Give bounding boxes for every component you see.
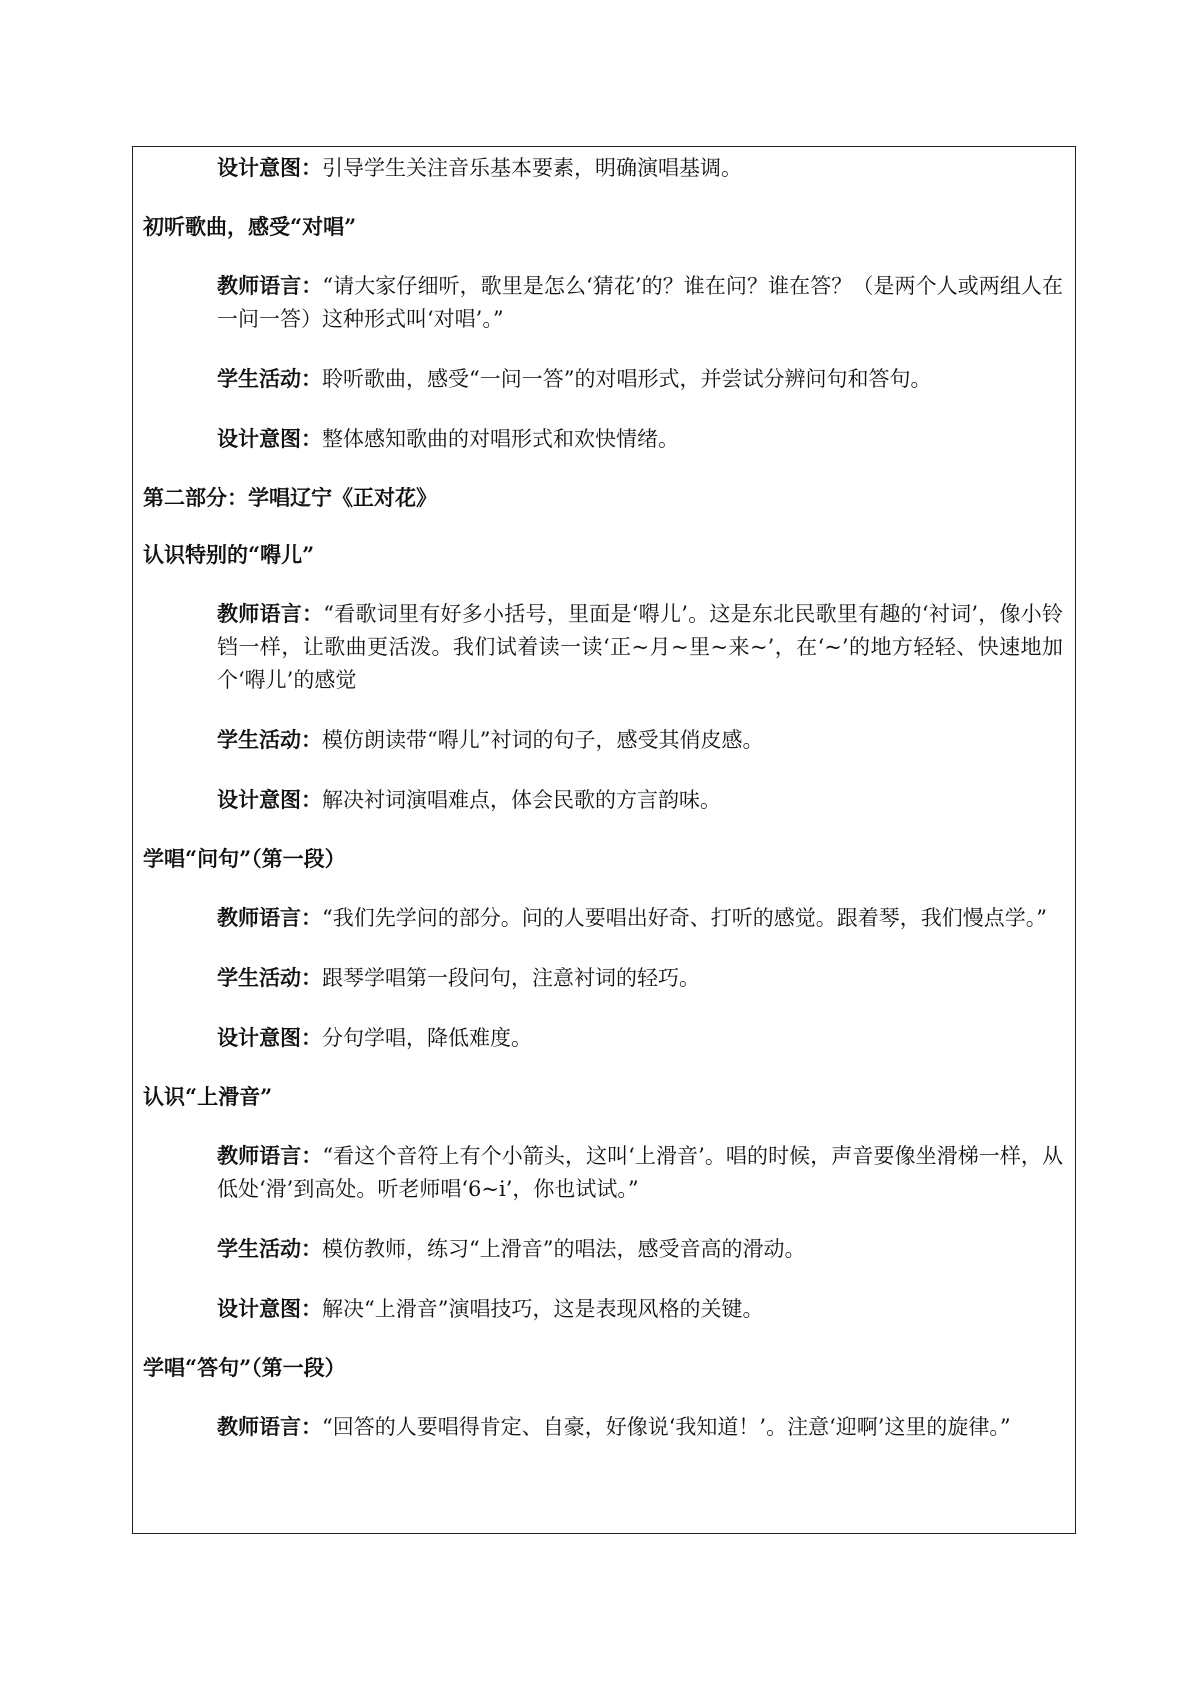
lesson-plan-content (133, 147, 1075, 1444)
lesson-plan-table-cell (132, 146, 1076, 1534)
part-heading: 第二部分：学唱辽宁《正对花》 (143, 485, 437, 510)
para-text: 引导学生关注音乐基本要素，明确演唱基调。 (322, 156, 742, 180)
para-text: 聆听歌曲，感受“一问一答”的对唱形式，并尝试分辨问句和答句。 (322, 367, 932, 391)
para-label: 教师语言： (217, 905, 322, 930)
para-label: 设计意图： (217, 1296, 322, 1321)
para-label: 学生活动： (217, 727, 322, 752)
section-heading: 认识“上滑音” (143, 1084, 273, 1109)
student-activity-para (143, 961, 1063, 995)
design-intent-para (143, 1021, 1063, 1055)
para-label: 教师语言： (217, 1414, 322, 1439)
para-text: 跟琴学唱第一段问句，注意衬词的轻巧。 (322, 966, 700, 990)
student-activity-para (143, 723, 1063, 757)
para-label: 设计意图： (217, 1025, 322, 1050)
para-label: 学生活动： (217, 366, 322, 391)
para-text: 整体感知歌曲的对唱形式和欢快情绪。 (322, 427, 679, 451)
para-label: 教师语言： (217, 1143, 323, 1168)
design-intent-para (143, 151, 1063, 185)
para-text: “看这个音符上有个小箭头，这叫‘上滑音’。唱的时候，声音要像坐滑梯一样，从低处‘滑’到高处。听老师唱‘6~i’，你也试试。” (217, 1144, 1063, 1201)
design-intent-para (143, 422, 1063, 456)
section-heading: 学唱“答句”（第一段） (143, 1355, 346, 1380)
para-text: 解决“上滑音”演唱技巧，这是表现风格的关键。 (322, 1297, 764, 1321)
para-label: 设计意图： (217, 426, 322, 451)
design-intent-para (143, 783, 1063, 817)
design-intent-para (143, 1292, 1063, 1326)
para-label: 教师语言： (217, 273, 323, 298)
teacher-language-para (143, 597, 1063, 697)
para-label: 教师语言： (217, 601, 324, 626)
para-label: 学生活动： (217, 965, 322, 990)
para-text: “请大家仔细听，歌里是怎么‘猜花’的？谁在问？谁在答？（是两个人或两组人在一问一答）这种形式叫‘对唱’。” (217, 274, 1063, 331)
section-heading: 认识特别的“嘚儿” (143, 542, 315, 567)
para-label: 设计意图： (217, 155, 322, 180)
section-heading: 初听歌曲，感受“对唱” (143, 214, 357, 239)
student-activity-para (143, 1232, 1063, 1266)
para-text: “我们先学问的部分。问的人要唱出好奇、打听的感觉。跟着琴，我们慢点学。” (322, 906, 1047, 930)
para-text: 解决衬词演唱难点，体会民歌的方言韵味。 (322, 788, 721, 812)
para-text: 模仿教师，练习“上滑音”的唱法，感受音高的滑动。 (322, 1237, 806, 1261)
teacher-language-para (143, 901, 1063, 935)
teacher-language-para (143, 1410, 1063, 1444)
teacher-language-para (143, 1139, 1063, 1206)
para-label: 设计意图： (217, 787, 322, 812)
para-text: 模仿朗读带“嘚儿”衬词的句子，感受其俏皮感。 (322, 728, 764, 752)
para-text: “回答的人要唱得肯定、自豪，好像说‘我知道！’。注意‘迎啊’这里的旋律。” (322, 1415, 1011, 1439)
teacher-language-para (143, 269, 1063, 336)
para-text: 分句学唱，降低难度。 (322, 1026, 532, 1050)
student-activity-para (143, 362, 1063, 396)
para-text: “看歌词里有好多小括号，里面是‘嘚儿’。这是东北民歌里有趣的‘衬词’，像小铃铛一样，让歌曲更活泼。我们试着读一读‘正~月~里~来~’，在‘~’的地方轻轻、快速地加个‘嘚儿’的感觉 (217, 602, 1064, 692)
section-heading: 学唱“问句”（第一段） (143, 846, 346, 871)
para-label: 学生活动： (217, 1236, 322, 1261)
